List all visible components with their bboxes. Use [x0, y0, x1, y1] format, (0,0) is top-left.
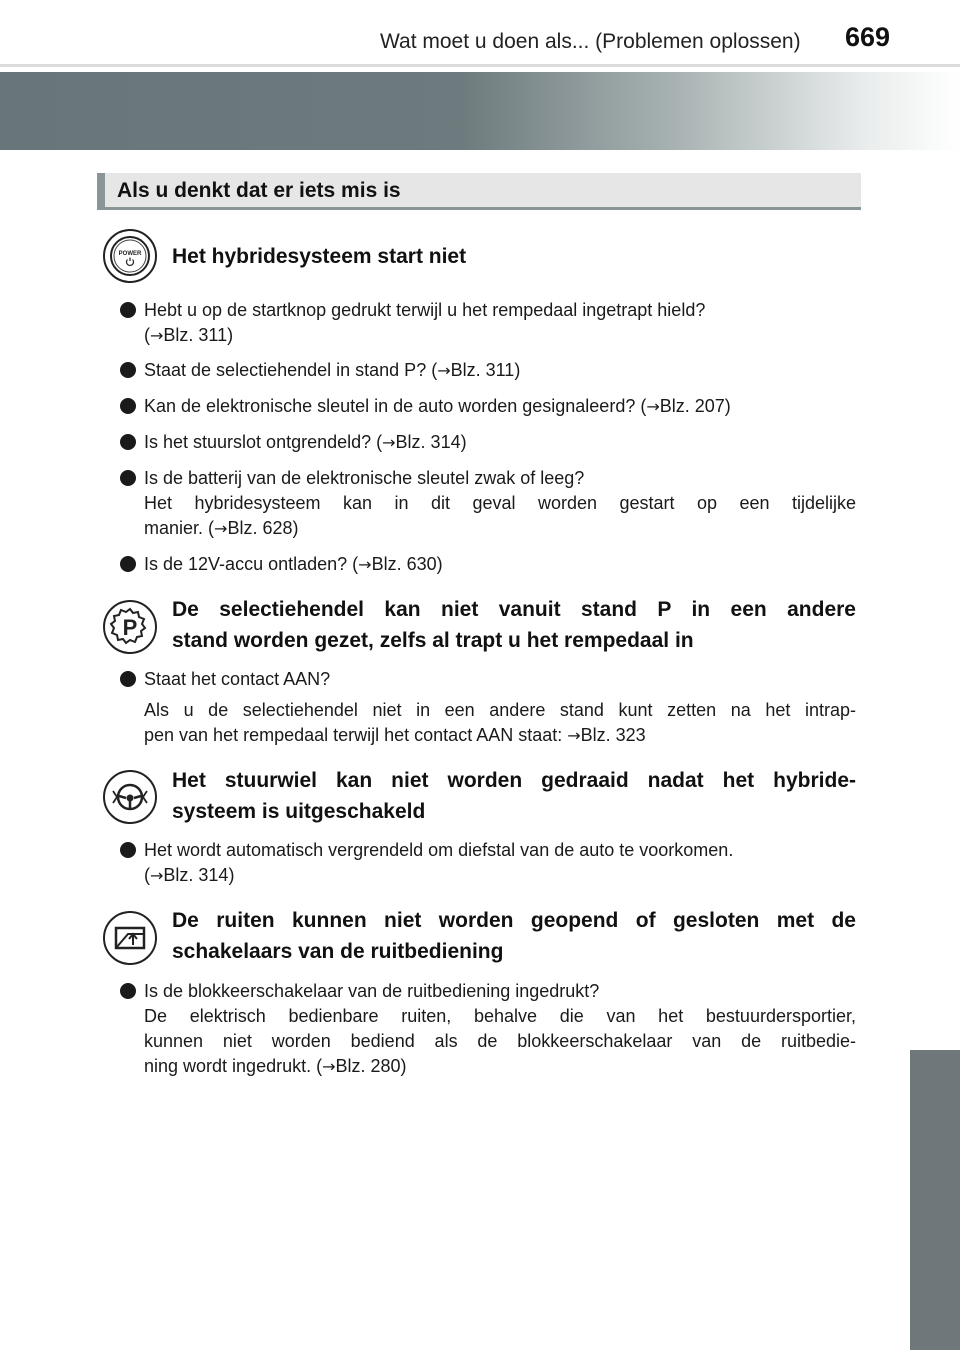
- bullet-icon: [120, 983, 136, 999]
- arrow-icon: →: [646, 397, 660, 416]
- arrow-icon: →: [322, 1057, 336, 1076]
- topic-title-shift-lever: De selectiehendel kan niet vanuit stand P in een andere stand worden gezet, zelfs al trapt u het rempedaal in: [172, 598, 856, 652]
- bullet-icon: [120, 470, 136, 486]
- arrow-icon: →: [437, 361, 451, 380]
- power-icon-label: POWER: [118, 251, 142, 257]
- list-item: Kan de elektronische sleutel in de auto worden gesignaleerd? (→Blz. 207): [120, 394, 856, 419]
- header-rule: [0, 64, 960, 67]
- window-lock-icon: [102, 910, 158, 966]
- topic-title-power-windows: De ruiten kunnen niet worden geopend of gesloten met de schakelaars van de ruitbediening: [172, 909, 856, 963]
- steering-lock-icon: [102, 769, 158, 825]
- page-reference: Blz. 207): [659, 396, 731, 416]
- arrow-icon: →: [150, 326, 164, 345]
- page-reference: Blz. 311): [163, 325, 234, 345]
- shift-p-gear-icon: [102, 599, 158, 655]
- arrow-icon: →: [214, 519, 228, 538]
- topic-shift-lever-bullets: Staat het contact AAN? Als u de selectiehendel niet in een andere stand kunt zetten na het intrap- pen van het rempedaal terwijl het contact AAN staat: →Blz. 323: [120, 667, 856, 748]
- list-item: Hebt u op de startknop gedrukt terwijl u het rempedaal ingetrapt hield? (→Blz. 311): [120, 298, 856, 348]
- bullet-text: Hebt u op de startknop gedrukt terwijl u het rempedaal ingetrapt hield?: [144, 300, 706, 320]
- page-reference: Blz. 311): [450, 360, 521, 380]
- arrow-icon: →: [150, 866, 164, 885]
- page-reference: Blz. 314): [163, 865, 235, 885]
- list-item: Is de batterij van de elektronische sleutel zwak of leeg? Het hybridesysteem kan in dit geval worden gestart op een tijdelijke manier. (→Blz. 628): [120, 466, 856, 541]
- page-reference: Blz. 628): [227, 518, 299, 538]
- page-reference: Blz. 323: [580, 725, 646, 745]
- topic-hybrid-start-bullets: [120, 298, 856, 577]
- arrow-icon: →: [567, 726, 581, 745]
- page-reference: Blz. 314): [395, 432, 467, 452]
- page-reference: Blz. 280): [335, 1056, 407, 1076]
- list-item: Is de 12V-accu ontladen? (→Blz. 630): [120, 552, 856, 577]
- topic-title-steering-wheel: Het stuurwiel kan niet worden gedraaid nadat het hybride- systeem is uitgeschakeld: [172, 769, 856, 823]
- bullet-icon: [120, 671, 136, 687]
- list-item: Staat de selectiehendel in stand P? (→Blz. 311): [120, 358, 856, 383]
- list-item: Het wordt automatisch vergrendeld om diefstal van de auto te voorkomen.: [120, 838, 856, 863]
- bullet-icon: [120, 434, 136, 450]
- power-button-icon: [102, 228, 158, 284]
- chapter-side-tab: [910, 1050, 960, 1350]
- topic-title-hybrid-start: Het hybridesysteem start niet: [172, 245, 467, 268]
- bullet-icon: [120, 556, 136, 572]
- svg-text:P: P: [122, 615, 138, 640]
- topic-power-windows-bullets: Is de blokkeerschakelaar van de ruitbediening ingedrukt? De elektrisch bedienbare ruiten, behalve die van het bestuurdersportier, kunnen niet worden bediend als de blokkeerschakelaar van de ruitbedie- ning wordt ingedrukt. (→Blz. 280): [120, 979, 856, 1079]
- list-item: Is de blokkeerschakelaar van de ruitbediening ingedrukt?: [120, 979, 856, 1004]
- list-item: Staat het contact AAN?: [120, 667, 856, 692]
- bullet-icon: [120, 362, 136, 378]
- list-item: Is het stuurslot ontgrendeld? (→Blz. 314): [120, 430, 856, 455]
- chapter-banner: [0, 72, 960, 150]
- topic-steering-wheel-bullets: Het wordt automatisch vergrendeld om diefstal van de auto te voorkomen. (→Blz. 314): [120, 838, 856, 888]
- page-number: 669: [845, 22, 891, 52]
- arrow-icon: →: [358, 555, 372, 574]
- section-heading-text: Als u denkt dat er iets mis is: [117, 179, 401, 202]
- bullet-icon: [120, 302, 136, 318]
- running-header: Wat moet u doen als... (Problemen oplossen): [380, 30, 801, 53]
- page-reference: Blz. 630): [371, 554, 443, 574]
- bullet-icon: [120, 398, 136, 414]
- bullet-icon: [120, 842, 136, 858]
- section-heading: [97, 173, 861, 210]
- arrow-icon: →: [382, 433, 396, 452]
